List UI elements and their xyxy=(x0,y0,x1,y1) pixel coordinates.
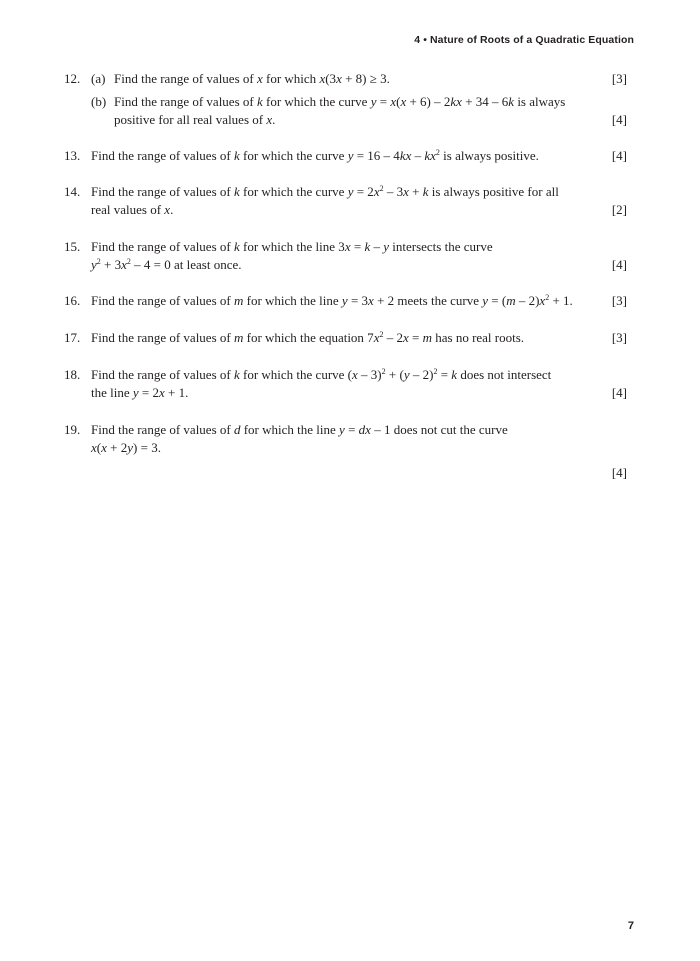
question-number: 16. xyxy=(64,293,81,308)
running-header: 4 • Nature of Roots of a Quadratic Equation xyxy=(414,34,634,46)
question-number: 14. xyxy=(64,184,81,199)
page-number: 7 xyxy=(627,920,634,932)
marks-label: [3] xyxy=(611,330,627,345)
question-number: 15. xyxy=(64,239,81,254)
question-text: Find the range of values of k for which the line 3x = k – y intersects the curve xyxy=(91,239,493,254)
question-text: Find the range of values of d for which the line y = dx – 1 does not cut the curve xyxy=(91,422,508,437)
question-text: Find the range of values of m for which the equation $7x^2 - 2x = m$ has no real roots. xyxy=(91,330,525,345)
marks-label: [4] xyxy=(611,112,627,127)
marks-label: [4] xyxy=(611,148,627,163)
question-text: Find the range of values of k for which the curve $y = 16 - 4kx - kx^2$ is always positive. xyxy=(91,148,539,163)
question-text: $y^2 + 3x^2 - 4 = 0$ at least once. xyxy=(91,257,242,272)
question-text: real values of x. xyxy=(91,202,174,217)
question-number: 12. xyxy=(64,71,81,86)
question-text: Find the range of values of m for which the line y = 3x + 2 meets the curve $y = (m - 2)x^2 + 1$. xyxy=(91,293,573,308)
question-number: 19. xyxy=(64,422,81,437)
question-text: Find the range of values of k for which the curve (x – 3)$^2$ + (y – 2)$^2$ = k does not intersect xyxy=(91,367,552,382)
marks-label: [4] xyxy=(611,385,627,400)
question-text: Find the range of values of x for which x(3x + 8) ≥ 3. xyxy=(114,71,390,86)
question-number: 13. xyxy=(64,148,81,163)
part-label: (b) xyxy=(91,94,107,109)
part-label: (a) xyxy=(91,71,106,86)
marks-label: [4] xyxy=(611,465,627,480)
marks-label: [2] xyxy=(611,202,627,217)
question-text: Find the range of values of k for which the curve y = x(x + 6) – 2kx + 34 – 6k is always xyxy=(114,94,566,109)
question-text: the line y = 2x + 1. xyxy=(91,385,189,400)
marks-label: [3] xyxy=(611,293,627,308)
question-text: x(x + 2y) = 3. xyxy=(91,440,161,455)
question-number: 18. xyxy=(64,367,81,382)
question-text: positive for all real values of x. xyxy=(114,112,276,127)
marks-label: [3] xyxy=(611,71,627,86)
marks-label: [4] xyxy=(611,257,627,272)
question-number: 17. xyxy=(64,330,81,345)
question-text: Find the range of values of k for which the curve $y = 2x^2 - 3x + k$ is always positive for all xyxy=(91,184,559,199)
